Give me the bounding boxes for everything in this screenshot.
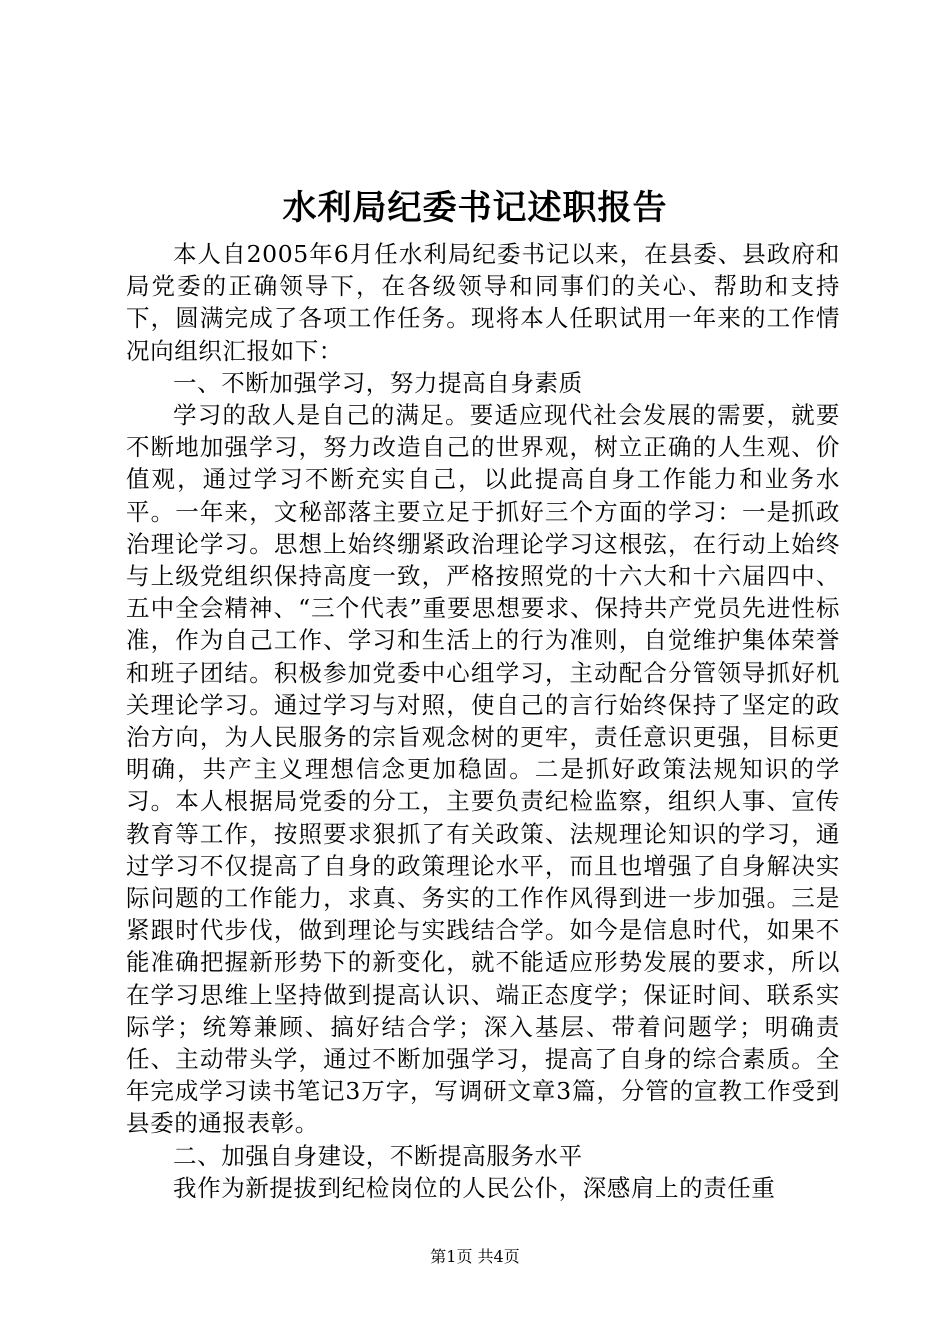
page-footer: 第1页 共4页	[430, 1247, 520, 1266]
paragraph-study: 学习的敌人是自己的满足。要适应现代社会发展的需要，就要不断地加强学习，努力改造自己的世界观，树立正确的人生观、价值观，通过学习不断充实自己，以此提高自身工作能力和业务水平。一年来，文秘部落主要立足于抓好三个方面的学习：一是抓政治理论学习。思想上始终绷紧政治理论学习这根弦，在行动上始终与上级党组织保持高度一致，严格按照党的十六大和十六届四中、五中全会精神、“三个代表”重要思想要求、保持共产党员先进性标准，作为自己工作、学习和生活上的行为准则，自觉维护集体荣誉和班子团结。积极参加党委中心组学习，主动配合分管领导抓好机关理论学习。通过学习与对照，使自己的言行始终保持了坚定的政治方向，为人民服务的宗旨观念树的更牢，责任意识更强，目标更明确，共产主义理想信念更加稳固。二是抓好政策法规知识的学习。本人根据局党委的分工，主要负责纪检监察，组织人事、宣传教育等工作，按照要求狠抓了有关政策、法规理论知识的学习，通过学习不仅提高了自身的政策理论水平，而且也增强了自身解决实际问题的工作能力，求真、务实的工作作风得到进一步加强。三是紧跟时代步伐，做到理论与实践结合学。如今是信息时代，如果不能准确把握新形势下的新变化，就不能适应形势发展的要求，所以在学习思维上坚持做到提高认识、端正态度学；保证时间、联系实际学；统筹兼顾、搞好结合学；深入基层、带着问题学；明确责任、主动带头学，通过不断加强学习，提高了自身的综合素质。全年完成学习读书笔记3万字，写调研文章3篇，分管的宣教工作受到县委的通报表彰。	[126, 401, 840, 1138]
document-body	[126, 238, 840, 1204]
paragraph-intro: 本人自2005年6月任水利局纪委书记以来，在县委、县政府和局党委的正确领导下，在各级领导和同事们的关心、帮助和支持下，圆满完成了各项工作任务。现将本人任职试用一年来的工作情况向组织汇报如下：	[126, 240, 840, 365]
paragraph-service: 我作为新提拔到纪检岗位的人民公仆，深感肩上的责任重	[173, 1173, 776, 1202]
section-heading-1: 一、不断加强学习，努力提高自身素质	[173, 368, 583, 397]
document-title: 水利局纪委书记述职报告	[282, 188, 668, 228]
section-heading-2: 二、加强自身建设，不断提高服务水平	[173, 1141, 583, 1170]
